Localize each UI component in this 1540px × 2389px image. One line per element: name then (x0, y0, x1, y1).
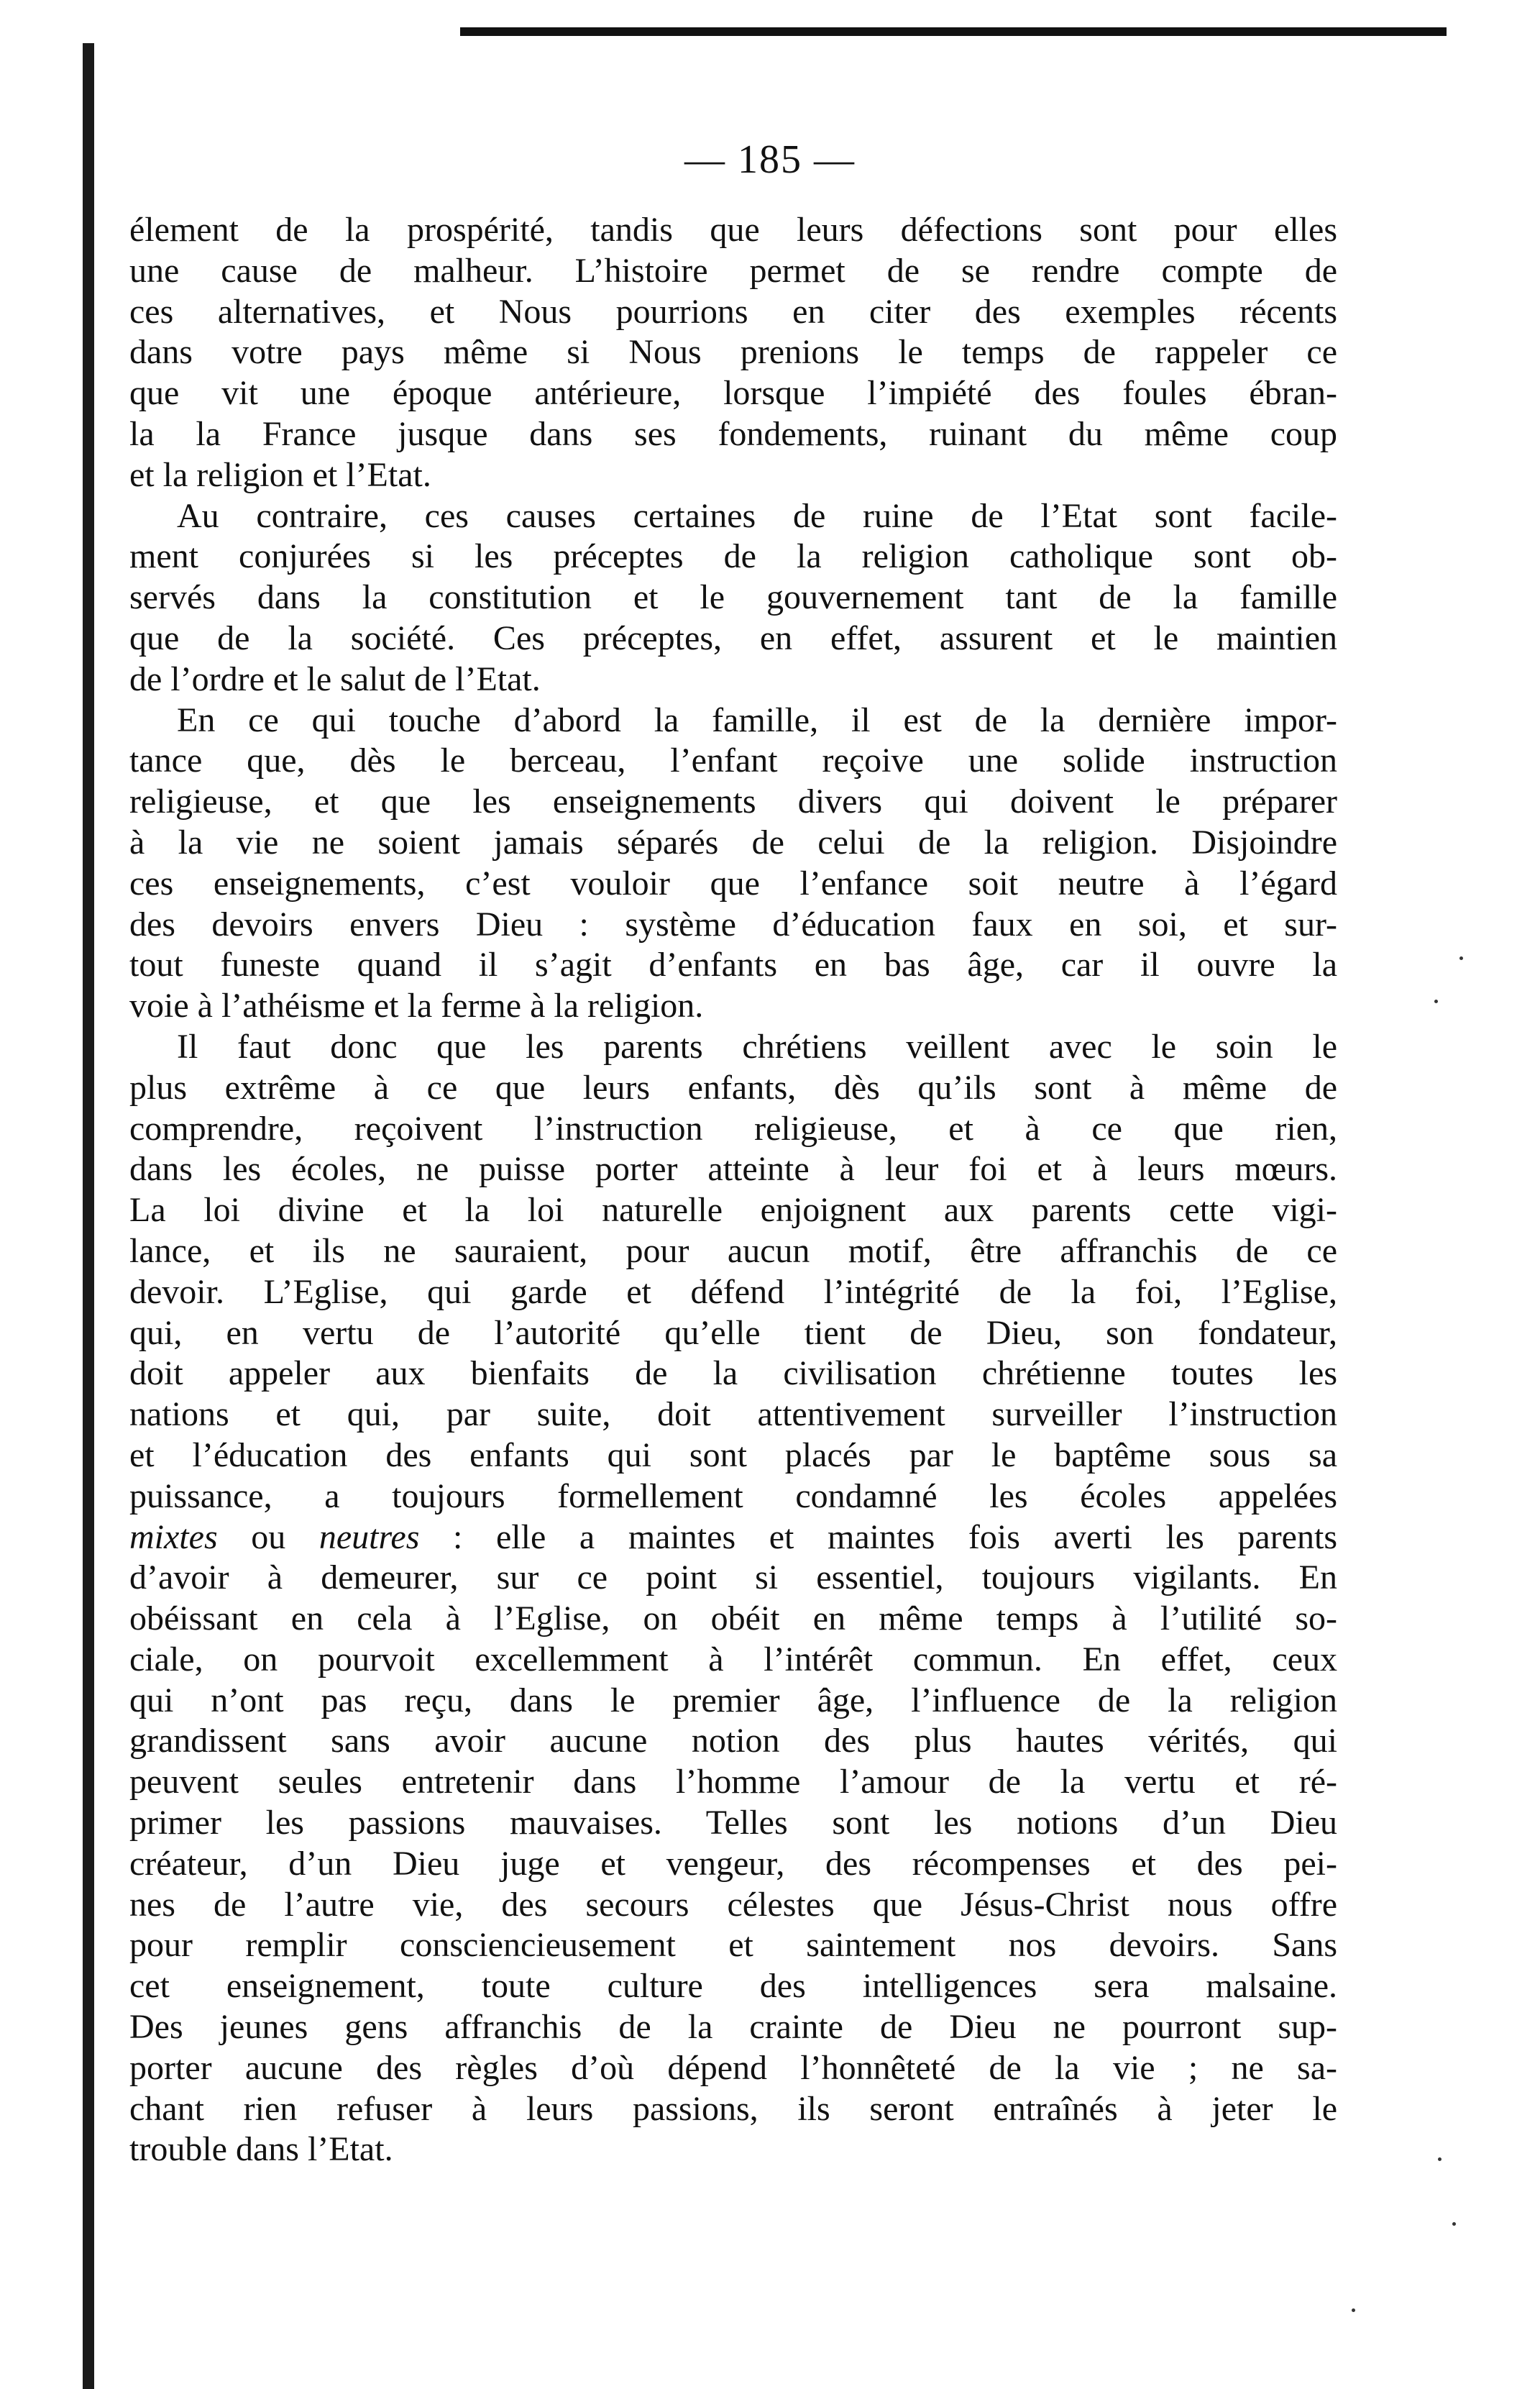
text-line: créateur, d’un Dieu juge et vengeur, des récompenses et des pei- (129, 1844, 1337, 1883)
text-line: et la religion et l’Etat. (129, 455, 431, 494)
scan-speck (1452, 2222, 1456, 2226)
text-line: obéissant en cela à l’Eglise, on obéit en même temps à l’utilité so- (129, 1599, 1337, 1638)
text-line: la la France jusque dans ses fondements, ruinant du même coup (129, 414, 1337, 453)
text-line: ment conjurées si les préceptes de la religion catholique sont ob- (129, 537, 1337, 576)
text-line: et l’éducation des enfants qui sont placés par le baptême sous sa (129, 1435, 1337, 1474)
italic-word: neutres (318, 1517, 420, 1556)
text-line: doit appeler aux bienfaits de la civilisation chrétienne toutes les (129, 1354, 1337, 1393)
text-line: plus extrême à ce que leurs enfants, dès qu’ils sont à même de (129, 1068, 1337, 1107)
text-line: puissance, a toujours formellement condamné les écoles appelées (129, 1476, 1337, 1515)
text-line: pour remplir consciencieusement et saintement nos devoirs. Sans (129, 1926, 1337, 1965)
text-line: La loi divine et la loi naturelle enjoignent aux parents cette vigi- (129, 1191, 1337, 1230)
text-line: peuvent seules entretenir dans l’homme l’amour de la vertu et ré- (129, 1763, 1337, 1801)
text-line: que de la société. Ces préceptes, en effet, assurent et le maintien (129, 618, 1337, 657)
text-line: qui n’ont pas reçu, dans le premier âge, l’influence de la religion (129, 1681, 1337, 1719)
text-line: des devoirs envers Dieu : système d’éducation faux en soi, et sur- (129, 905, 1337, 944)
text-line: Au contraire, ces causes certaines de ruine de l’Etat sont facile- (177, 496, 1337, 535)
text-line: lance, et ils ne sauraient, pour aucun motif, être affranchis de ce (129, 1231, 1337, 1270)
text-fragment: : elle a maintes et maintes fois averti les parents (419, 1517, 1337, 1556)
text-line: servés dans la constitution et le gouvernement tant de la famille (129, 578, 1337, 617)
text-line: que vit une époque antérieure, lorsque l’impiété des foules ébran- (129, 374, 1337, 413)
text-line: voie à l’athéisme et la ferme à la religion. (129, 987, 704, 1026)
scan-speck (1434, 1000, 1438, 1003)
text-line: porter aucune des règles d’où dépend l’honnêteté de la vie ; ne sa- (129, 2048, 1337, 2087)
text-line: grandissent sans avoir aucune notion des plus hautes vérités, qui (129, 1722, 1337, 1760)
text-line: Il faut donc que les parents chrétiens veillent avec le soin le (177, 1027, 1337, 1066)
text-line (129, 1517, 1337, 1558)
text-fragment: ou (217, 1517, 319, 1556)
text-line: chant rien refuser à leurs passions, ils seront entraînés à jeter le (129, 2089, 1337, 2128)
text-line: qui, en vertu de l’autorité qu’elle tient de Dieu, son fondateur, (129, 1313, 1337, 1352)
text-line: nes de l’autre vie, des secours célestes que Jésus-Christ nous offre (129, 1885, 1337, 1924)
scan-speck (1438, 2157, 1442, 2161)
text-line: de l’ordre et le salut de l’Etat. (129, 659, 541, 698)
text-line: une cause de malheur. L’histoire permet de se rendre compte de (129, 251, 1337, 290)
scan-speck (1352, 2308, 1355, 2312)
left-border-rule (83, 43, 94, 2389)
text-line: religieuse, et que les enseignements divers qui doivent le préparer (129, 782, 1337, 821)
text-line: primer les passions mauvaises. Telles sont les notions d’un Dieu (129, 1804, 1337, 1842)
page-number: — 185 — (684, 137, 856, 182)
text-line: tance que, dès le berceau, l’enfant reçoive une solide instruction (129, 741, 1337, 780)
text-line: à la vie ne soient jamais séparés de celui de la religion. Disjoindre (129, 823, 1337, 862)
text-line: ciale, on pourvoit excellemment à l’intérêt commun. En effet, ceux (129, 1640, 1337, 1678)
text-line: dans les écoles, ne puisse porter atteinte à leur foi et à leurs mœurs. (129, 1150, 1337, 1189)
text-line: d’avoir à demeurer, sur ce point si essentiel, toujours vigilants. En (129, 1558, 1337, 1597)
italic-word: mixtes (129, 1517, 218, 1556)
text-line: tout funeste quand il s’agit d’enfants en bas âge, car il ouvre la (129, 946, 1337, 985)
text-line: devoir. L’Eglise, qui garde et défend l’intégrité de la foi, l’Eglise, (129, 1272, 1337, 1311)
text-line: trouble dans l’Etat. (129, 2130, 393, 2169)
scan-speck (1459, 956, 1463, 960)
text-line: ces enseignements, c’est vouloir que l’enfance soit neutre à l’égard (129, 864, 1337, 903)
text-line: élement de la prospérité, tandis que leurs défections sont pour elles (129, 211, 1337, 249)
text-line: comprendre, reçoivent l’instruction religieuse, et à ce que rien, (129, 1109, 1337, 1148)
top-border-rule (460, 27, 1447, 36)
text-line: Des jeunes gens affranchis de la crainte de Dieu ne pourront sup- (129, 2008, 1337, 2047)
text-line: dans votre pays même si Nous prenions le temps de rappeler ce (129, 333, 1337, 372)
text-line: nations et qui, par suite, doit attentivement surveiller l’instruction (129, 1395, 1337, 1434)
text-line: ces alternatives, et Nous pourrions en citer des exemples récents (129, 292, 1337, 331)
text-line: En ce qui touche d’abord la famille, il est de la dernière impor- (177, 700, 1337, 739)
text-line: cet enseignement, toute culture des intelligences sera malsaine. (129, 1967, 1337, 2006)
body-text (129, 210, 1337, 2170)
